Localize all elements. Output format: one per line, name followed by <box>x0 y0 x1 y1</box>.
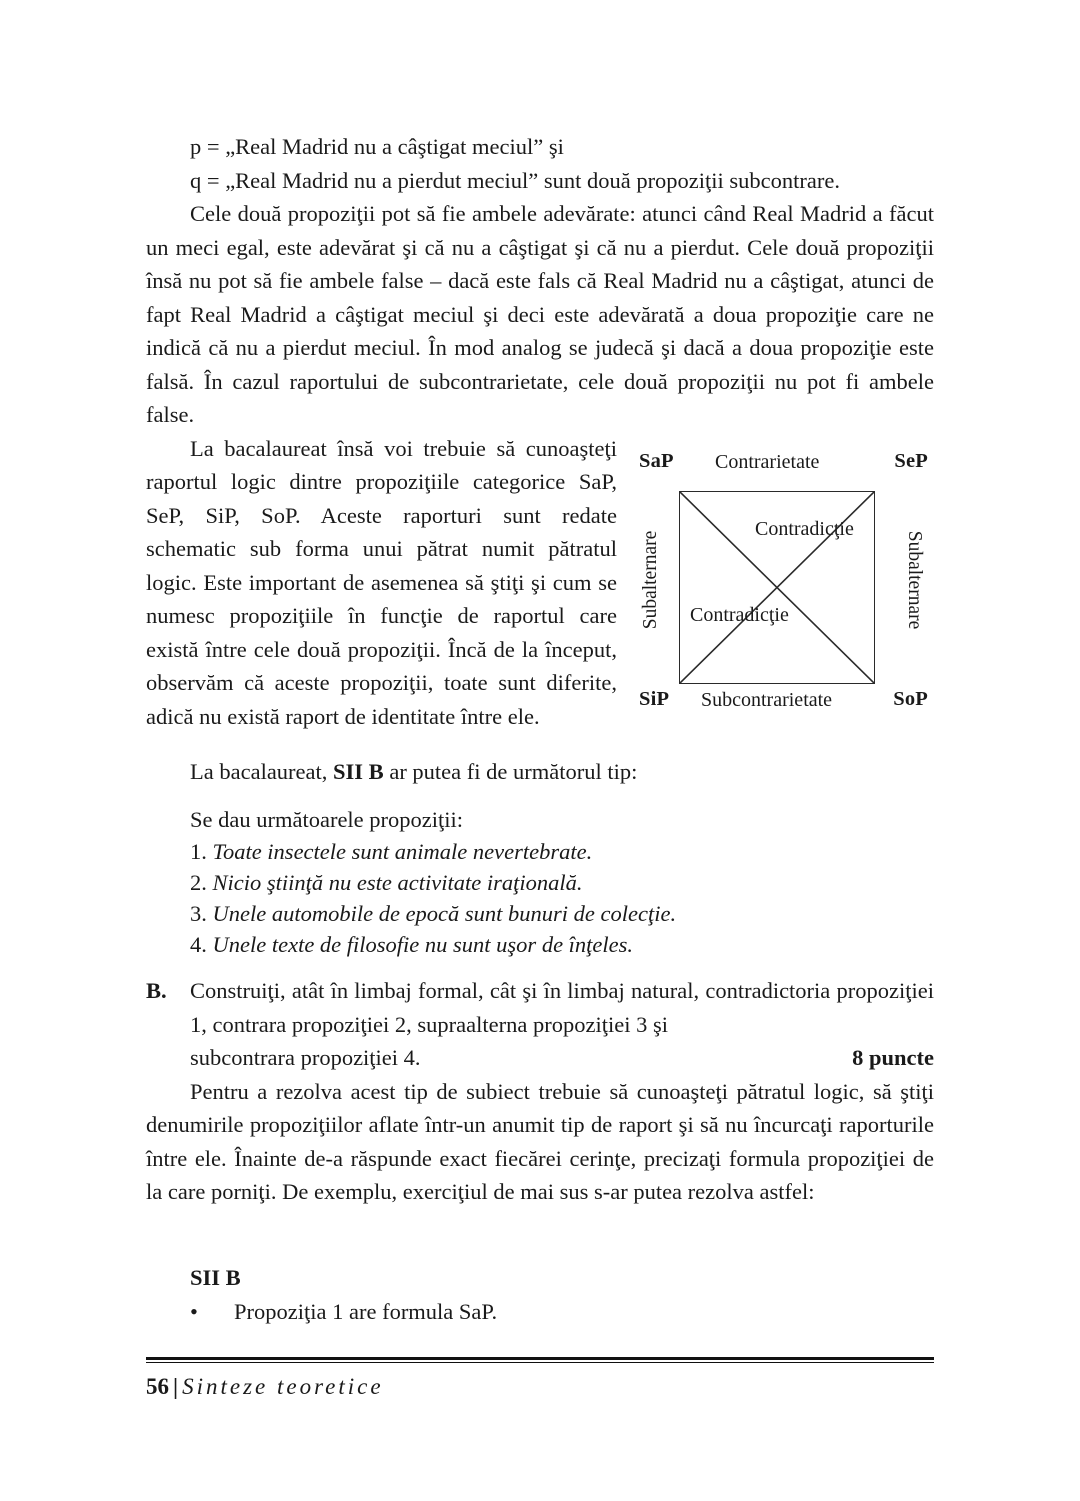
proposition-number: 3. <box>190 901 207 926</box>
exam-intro-lead-prefix: La bacalaureat, <box>190 759 334 784</box>
exam-intro-lead-bold: SII B <box>333 759 384 784</box>
propositions-list <box>146 836 934 960</box>
proposition-number: 1. <box>190 839 207 864</box>
footer-text <box>146 1374 934 1400</box>
answer-bullet-text: Propoziţia 1 are formula SaP. <box>234 1299 498 1324</box>
bullet-icon: • <box>190 1299 198 1324</box>
exercise-last-line <box>146 1041 934 1075</box>
exercise-text: Construiţi, atât în limbaj formal, cât şi în limbaj natural, contradictoria propoziţiei 1, contrara propoziţiei 2, supraalterna propoziţiei 3 şi <box>190 978 934 1037</box>
proposition-number: 2. <box>190 870 207 895</box>
premise-p: p = „Real Madrid nu a câştigat meciul” şi <box>190 134 564 159</box>
square-edge-label-subalternare-right: Subalternare <box>904 530 925 629</box>
list-item <box>190 898 934 929</box>
footer-rule-thin <box>146 1362 934 1363</box>
proposition-text: Nicio ştiinţă nu este activitate iraţională. <box>212 870 583 895</box>
square-corner-sop: SoP <box>893 687 928 710</box>
square-corner-sap: SaP <box>639 449 674 472</box>
exercise-points: 8 puncte <box>852 1045 934 1070</box>
explanation-paragraph: Cele două propoziţii pot să fie ambele adevărate: atunci când Real Madrid a făcut un meci egal, este adevărat şi că nu a câştigat şi că nu a pierdut. Cele două propoziţii însă nu pot să fie ambele false – dacă este fals că Real Madrid nu a câştigat, atunci de fapt Real Madrid a câştigat meciul şi deci este adevărată a doua propoziţie care ne indică că nu a pierdut meciul. În mod analog se judecă şi dacă a doua propoziţie este falsă. În cazul raportului de subcontrarietate, cele două propoziţii nu pot fi ambele false. <box>146 201 934 427</box>
propositions-prompt: Se dau următoarele propoziţii: <box>190 806 464 832</box>
exercise-b <box>146 974 934 1075</box>
proposition-number: 4. <box>190 932 207 957</box>
list-item <box>190 836 934 867</box>
square-corner-sep: SeP <box>894 449 928 472</box>
page-footer <box>146 1357 934 1400</box>
exam-intro-lead <box>146 755 934 789</box>
answer-bullet-row <box>146 1294 934 1330</box>
square-corner-sip: SiP <box>639 687 670 710</box>
footer-separator: | <box>173 1374 179 1400</box>
answer-heading: SII B <box>190 1264 241 1290</box>
list-item <box>190 929 934 960</box>
proposition-text: Unele automobile de epocă sunt bunuri de colecţie. <box>212 901 677 926</box>
list-item <box>190 867 934 898</box>
advice-paragraph: Pentru a rezolva acest tip de subiect trebuie să cunoaşteţi pătratul logic, să ştiţi denumirile propoziţiilor aflate într-un anumit tip de raport şi să nu încurcaţi raporturile între ele. Înainte de-a răspunde exact fiecărei cerinţe, precizaţi formula propoziţiei de la care porniţi. De exemplu, exerciţiul de mai sus s-ar putea rezolva astfel: <box>146 1078 934 1204</box>
square-edge-label-contrarietate: Contrarietate <box>715 450 820 473</box>
figure-wrap-block <box>146 432 934 734</box>
page-number: 56 <box>146 1374 169 1400</box>
figure-wrapped-paragraph: La bacalaureat însă voi trebuie să cunoaşteţi raportul logic dintre propoziţiile categorice SaP, SeP, SiP, SoP. Aceste raporturi sunt redate schematic sub forma unui pătrat numit pătratul logic. Este important de asemenea să ştiţi şi cum se numesc propoziţiile în funcţie de raportul care există între cele două propoziţii. Încă de la început, observăm că aceste propoziţii, toate sunt diferite, adică nu există raport de identitate între ele. <box>146 435 617 729</box>
premise-q: q = „Real Madrid nu a pierdut meciul” sunt două propoziţii subcontrare. <box>190 167 841 193</box>
exercise-last-line-text: subcontrara propoziţiei 4. <box>190 1045 421 1070</box>
page-content <box>146 130 934 1330</box>
square-diagonal-label-lower: Contradicţie <box>690 603 789 626</box>
square-diagonal-label-upper: Contradicţie <box>755 517 854 540</box>
exercise-letter: B. <box>146 978 167 1003</box>
exam-intro-lead-suffix: ar putea fi de următorul tip: <box>383 759 638 784</box>
logical-square-figure <box>631 436 934 711</box>
proposition-text: Toate insectele sunt animale nevertebrate. <box>212 839 593 864</box>
square-edge-label-subcontrarietate: Subcontrarietate <box>701 688 833 711</box>
premise-block <box>146 130 934 197</box>
proposition-text: Unele texte de filosofie nu sunt uşor de înţeles. <box>212 932 634 957</box>
footer-title: Sinteze teoretice <box>182 1374 384 1400</box>
square-edge-label-subalternare-left: Subalternare <box>640 530 661 629</box>
